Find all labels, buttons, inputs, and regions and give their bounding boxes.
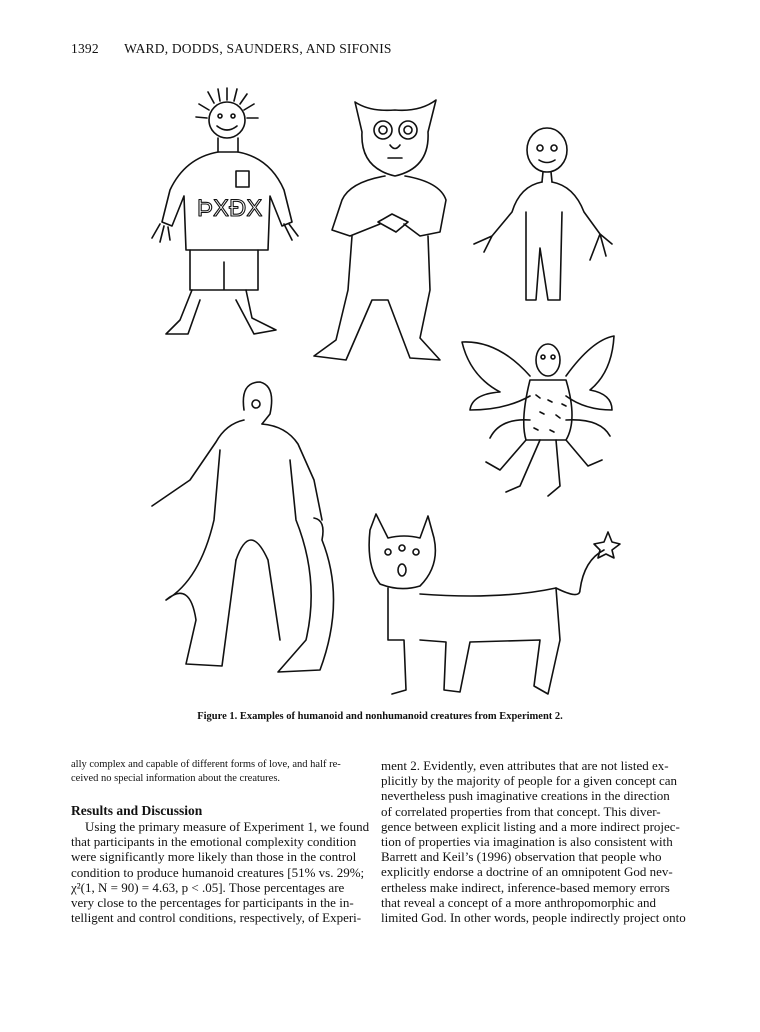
text-line: tion of properties via imagination is also consistent with: [381, 834, 673, 850]
shirt-scribble: ÞXÐX: [197, 195, 263, 222]
page-number: 1392: [71, 41, 99, 56]
text-line: Using the primary measure of Experiment 1, we found: [85, 819, 370, 834]
text-line: explicitly endorse a doctrine of an omnipotent God nev-: [381, 864, 673, 880]
creature-thin-alien-drawing: [474, 128, 612, 300]
text-line: ally complex and capable of different forms of love, and half re-: [71, 759, 341, 770]
text-line: condition to produce humanoid creatures [51% vs. 29%;: [71, 864, 365, 880]
text-line: were significantly more likely than those in the control: [71, 849, 357, 865]
text-line: that participants in the emotional complexity condition: [71, 834, 357, 850]
figure-caption: Figure 1. Examples of humanoid and nonhumanoid creatures from Experiment 2.: [197, 711, 563, 722]
left-column: [71, 758, 381, 925]
text-line: plicitly by the majority of people for a given concept can: [381, 773, 678, 789]
section-heading: Results and Discussion: [71, 803, 203, 818]
text-line: χ²(1, N = 90) = 4.63, p < .05]. Those percentages are: [71, 879, 345, 895]
body-paragraph: [71, 819, 381, 925]
text-line: nevertheless push imaginative creations in the direction: [381, 788, 670, 804]
intro-text: [71, 758, 381, 786]
text-line: very close to the percentages for participants in the in-: [71, 895, 354, 911]
creature-beast-drawing: [369, 514, 620, 694]
right-column: [381, 758, 693, 925]
text-line: ertheless make indirect, inference-based memory errors: [381, 879, 670, 895]
text-line: ceived no special information about the creatures.: [71, 773, 281, 784]
text-line: limited God. In other words, people indirectly project onto: [381, 910, 686, 926]
body-paragraph: [381, 758, 693, 925]
figure-drawings: [140, 82, 640, 712]
text-line: ment 2. Evidently, even attributes that are not listed ex-: [381, 758, 669, 773]
author-list: WARD, DODDS, SAUNDERS, AND SIFONIS: [124, 41, 392, 56]
text-line: that reveal a concept of a more anthropomorphic and: [381, 894, 657, 910]
creature-spiky-boy-drawing: [152, 88, 298, 334]
text-line: gence between explicit listing and a more indirect projec-: [381, 818, 680, 834]
creature-big-eyed-drawing: [314, 100, 446, 360]
text-line: of correlated properties from that concept. This diver-: [381, 803, 661, 819]
creature-tentacled-drawing: [152, 382, 334, 672]
creature-winged-drawing: [462, 336, 614, 496]
text-line: telligent and control conditions, respectively, of Experi-: [71, 910, 362, 926]
running-head: [71, 41, 392, 57]
text-line: Barrett and Keil’s (1996) observation that people who: [381, 849, 662, 865]
